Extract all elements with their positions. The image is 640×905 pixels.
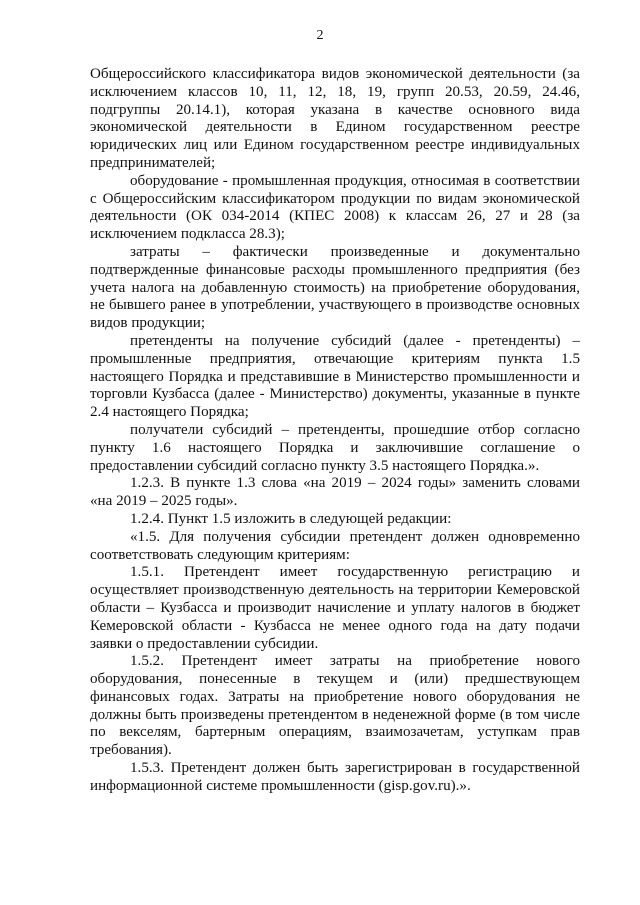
paragraph-classifier: Общероссийского классификатора видов экономической деятельности (за исключением классов 10, 11, 12, 18, 19, групп 20.53, 20.59, 24.46, подгруппы 20.14.1), которая указана в качестве основного вида экономической деятельности в Едином государственном реестре юридических лиц или Едином государственном реестре индивидуальных предпринимателей; bbox=[90, 66, 580, 171]
paragraph-1-5-intro: «1.5. Для получения субсидии претендент должен одновременно соответствовать следующим критериям: bbox=[90, 528, 580, 563]
paragraph-costs-definition: затраты – фактически произведенные и документально подтвержденные финансовые расходы промышленного предприятия (без учета налога на добавленную стоимость) на приобретение оборудования, не бывшего ранее в употреблении, участвующего в производстве основных видов продукции; bbox=[90, 243, 580, 332]
paragraph-1-2-3: 1.2.3. В пункте 1.3 слова «на 2019 – 2024 годы» заменить словами «на 2019 – 2025 годы». bbox=[90, 475, 580, 510]
paragraph-1-5-1: 1.5.1. Претендент имеет государственную регистрацию и осуществляет производственную деятельность на территории Кемеровской области – Кузбасса и производит начисление и уплату налогов в бюджет Кемеровской области - Кузбасса не менее одного года на дату подачи заявки о предоставлении субсидии. bbox=[90, 564, 580, 652]
paragraph-1-5-3: 1.5.3. Претендент должен быть зарегистрирован в государственной информационной системе промышленности (gisp.gov.ru).». bbox=[90, 760, 580, 794]
paragraph-equipment-definition: оборудование - промышленная продукция, относимая в соответствии с Общероссийским классификатором продукции по видам экономической деятельности (ОК 034-2014 (КПЕС 2008) к классам 26, 27 и 28 (за исключением подкласса 28.3); bbox=[90, 172, 580, 243]
page-number: 2 bbox=[316, 28, 324, 43]
paragraph-1-5-2: 1.5.2. Претендент имеет затраты на приобретение нового оборудования, понесенные в текущем и (или) предшествующем финансовых годах. Затраты на приобретение нового оборудования не должны быть произведены претендентом в неденежной форме (в том числе по векселям, бартерным операциям, взаимозачетам, уступкам прав требования). bbox=[90, 653, 580, 759]
document-body bbox=[90, 66, 580, 796]
paragraph-applicants-definition: претенденты на получение субсидий (далее - претенденты) – промышленные предприятия, отвечающие критериям пункта 1.5 настоящего Порядка и представившие в Министерство промышленности и торговли Кузбасса (далее - Министерство) документы, указанные в пункте 2.4 настоящего Порядка; bbox=[90, 332, 580, 421]
paragraph-recipients-definition: получатели субсидий – претенденты, прошедшие отбор согласно пункту 1.6 настоящего Порядка и заключившие соглашение о предоставлении субсидий согласно пункту 3.5 настоящего Порядка.». bbox=[90, 421, 580, 474]
paragraph-1-2-4: 1.2.4. Пункт 1.5 изложить в следующей редакции: bbox=[130, 510, 452, 527]
